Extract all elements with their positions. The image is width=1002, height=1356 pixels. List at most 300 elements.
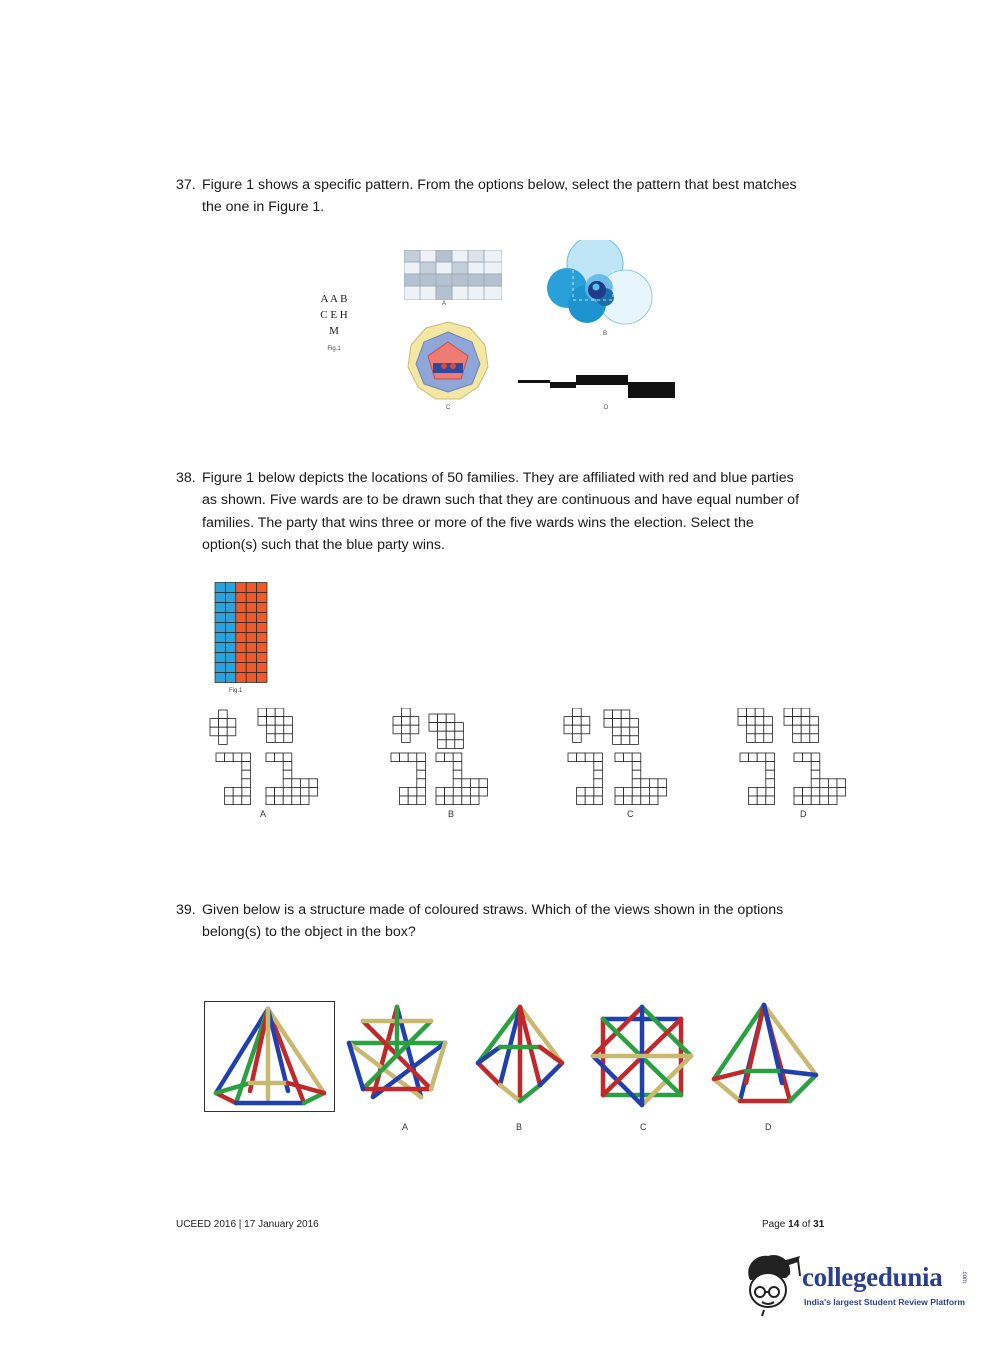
question-line-2: the one in Figure 1. — [202, 199, 325, 216]
ward-cell — [410, 717, 419, 726]
ward-cell — [479, 787, 488, 796]
ward-cell — [594, 753, 603, 762]
ward-cell — [621, 736, 630, 745]
q38-option-d-label: D — [800, 809, 807, 819]
question-number: 37. — [176, 177, 196, 193]
ward-cell — [641, 796, 650, 805]
ward-cell — [219, 719, 228, 728]
ward-cell — [275, 787, 284, 796]
ward-cell — [573, 708, 582, 717]
ward-cell — [564, 725, 573, 734]
ward-cell — [738, 708, 747, 717]
ward-cell — [615, 787, 624, 796]
question-38 — [176, 467, 856, 559]
ward-cell — [581, 717, 590, 726]
family-cell — [236, 643, 246, 653]
ward-cell — [632, 796, 641, 805]
ward-cell — [649, 779, 658, 788]
q37-figure-1 — [308, 291, 360, 357]
ward-cell — [828, 796, 837, 805]
ward-cell — [453, 779, 462, 788]
ward-cell — [621, 727, 630, 736]
family-cell — [215, 603, 225, 613]
collegedunia-mascot-icon — [742, 1250, 802, 1318]
ward-cell — [242, 770, 251, 779]
ward-cell — [820, 779, 829, 788]
question-line-1: Figure 1 below depicts the locations of 50 families. They are affiliated with red and blue parties — [202, 470, 794, 486]
brand-tagline: India's largest Student Review Platform — [804, 1297, 966, 1307]
ward-cell — [624, 787, 633, 796]
q38-option-c-label: C — [627, 809, 634, 819]
ward-cell — [283, 753, 292, 762]
ward-cell — [266, 787, 275, 796]
family-cell — [215, 673, 225, 683]
ward-cell — [446, 714, 455, 723]
ward-cell — [630, 736, 639, 745]
ward-cell — [573, 734, 582, 743]
q39-option-d-structure — [706, 1001, 824, 1109]
family-cell — [215, 663, 225, 673]
ward-cell — [803, 787, 812, 796]
ward-cell — [227, 727, 236, 736]
question-line-1: Figure 1 shows a specific pattern. From the options below, select the pattern that best matches — [202, 177, 797, 193]
ward-cell — [438, 723, 447, 732]
ward-cell — [793, 717, 802, 726]
ward-cell — [309, 787, 318, 796]
ward-cell — [649, 796, 658, 805]
ward-cell — [266, 796, 275, 805]
ward-cell — [455, 731, 464, 740]
ward-cell — [417, 787, 426, 796]
ward-cell — [749, 753, 758, 762]
ward-cell — [233, 796, 242, 805]
ward-cell — [828, 787, 837, 796]
ward-cell — [624, 796, 633, 805]
ward-cell — [445, 796, 454, 805]
ward-cell — [766, 796, 775, 805]
question-line-3: families. The party that wins three or more of the five wards wins the election. Select the — [202, 514, 754, 531]
q39-option-b-structure — [464, 1001, 576, 1109]
ward-cell — [233, 753, 242, 762]
ward-cell — [641, 787, 650, 796]
ward-cell — [755, 725, 764, 734]
ward-cell — [462, 787, 471, 796]
ward-cell — [275, 725, 284, 734]
question-37 — [176, 174, 856, 224]
ward-cell — [564, 717, 573, 726]
ward-cell — [455, 740, 464, 749]
ward-cell — [811, 787, 820, 796]
question-number: 38. — [176, 470, 196, 486]
q37-option-d-label: D — [604, 405, 609, 411]
page-current: 14 — [788, 1219, 800, 1230]
ward-cell — [801, 708, 810, 717]
family-cell — [246, 633, 256, 643]
ward-cell — [438, 731, 447, 740]
ward-cell — [632, 753, 641, 762]
ward-cell — [764, 734, 773, 743]
ward-cell — [284, 725, 293, 734]
ward-cell — [641, 779, 650, 788]
ward-cell — [436, 796, 445, 805]
ward-cell — [801, 725, 810, 734]
ward-cell — [820, 796, 829, 805]
ward-cell — [300, 779, 309, 788]
page-mid: of — [799, 1219, 814, 1230]
family-cell — [257, 613, 267, 623]
ward-cell — [811, 796, 820, 805]
ward-cell — [417, 762, 426, 771]
ward-cell — [764, 717, 773, 726]
family-cell — [246, 643, 256, 653]
ward-cell — [438, 714, 447, 723]
family-cell — [257, 583, 267, 593]
ward-cell — [233, 787, 242, 796]
q37-option-c-polygons — [406, 320, 490, 402]
ward-cell — [577, 796, 586, 805]
family-cell — [236, 603, 246, 613]
ward-cell — [210, 727, 219, 736]
brand-name[interactable]: collegedunia — [802, 1262, 943, 1292]
family-cell — [225, 663, 235, 673]
ward-cell — [784, 717, 793, 726]
ward-cell — [747, 734, 756, 743]
ward-cell — [393, 717, 402, 726]
ward-cell — [242, 753, 251, 762]
family-cell — [257, 673, 267, 683]
ward-cell — [766, 753, 775, 762]
q38-option-a-wards — [208, 708, 346, 806]
family-cell — [215, 623, 225, 633]
ward-cell — [658, 787, 667, 796]
family-cell — [225, 643, 235, 653]
ward-cell — [573, 725, 582, 734]
ward-cell — [453, 787, 462, 796]
ward-cell — [803, 796, 812, 805]
ward-cell — [585, 753, 594, 762]
ward-cell — [453, 762, 462, 771]
q38-option-a-label: A — [260, 809, 267, 819]
q38-option-b-label: B — [448, 809, 455, 819]
ward-cell — [470, 779, 479, 788]
q38-option-c-wards — [560, 708, 692, 806]
ward-cell — [446, 731, 455, 740]
ward-cell — [292, 779, 301, 788]
ward-cell — [749, 787, 758, 796]
family-cell — [246, 593, 256, 603]
ward-cell — [837, 779, 846, 788]
q37-option-a-label: A — [442, 301, 447, 307]
ward-cell — [811, 762, 820, 771]
ward-cell — [408, 787, 417, 796]
ward-cell — [573, 717, 582, 726]
ward-cell — [417, 753, 426, 762]
q39-option-b-label: B — [516, 1122, 523, 1132]
ward-cell — [438, 740, 447, 749]
fig-letter-row: A A B — [320, 293, 348, 305]
family-cell — [257, 633, 267, 643]
brand-domain-suffix: .com — [961, 1270, 967, 1284]
ward-cell — [766, 787, 775, 796]
ward-cell — [810, 725, 819, 734]
ward-cell — [402, 717, 411, 726]
ward-cell — [757, 753, 766, 762]
ward-cell — [810, 717, 819, 726]
family-cell — [215, 593, 225, 603]
ward-cell — [227, 719, 236, 728]
family-cell — [257, 653, 267, 663]
question-39 — [176, 899, 856, 947]
ward-cell — [594, 770, 603, 779]
ward-cell — [820, 787, 829, 796]
ward-cell — [283, 796, 292, 805]
ward-cell — [455, 723, 464, 732]
ward-cell — [613, 727, 622, 736]
ward-cell — [801, 717, 810, 726]
fig-caption: Fig.1 — [327, 346, 341, 352]
ward-cell — [219, 736, 228, 745]
ward-cell — [283, 762, 292, 771]
ward-cell — [445, 787, 454, 796]
ward-cell — [283, 787, 292, 796]
ward-cell — [803, 753, 812, 762]
ward-cell — [757, 787, 766, 796]
q37-option-a-grid — [404, 250, 502, 300]
ward-cell — [757, 796, 766, 805]
ward-cell — [621, 710, 630, 719]
ward-cell — [258, 708, 267, 717]
ward-cell — [794, 796, 803, 805]
ward-cell — [604, 719, 613, 728]
ward-cell — [453, 796, 462, 805]
ward-cell — [242, 787, 251, 796]
family-cell — [225, 633, 235, 643]
ward-cell — [462, 779, 471, 788]
ward-cell — [391, 753, 400, 762]
ward-cell — [446, 740, 455, 749]
ward-cell — [630, 719, 639, 728]
ward-cell — [408, 753, 417, 762]
q38-option-b-wards — [381, 708, 523, 806]
ward-cell — [309, 779, 318, 788]
family-cell — [225, 623, 235, 633]
q37-option-d-bars — [518, 372, 676, 400]
ward-cell — [300, 787, 309, 796]
ward-cell — [402, 708, 411, 717]
ward-cell — [632, 779, 641, 788]
ward-cell — [267, 708, 276, 717]
ward-cell — [225, 753, 234, 762]
ward-cell — [811, 779, 820, 788]
ward-cell — [300, 796, 309, 805]
ward-cell — [400, 787, 409, 796]
q38-option-d-wards — [736, 708, 878, 806]
ward-cell — [630, 727, 639, 736]
ward-cell — [585, 796, 594, 805]
ward-cell — [242, 762, 251, 771]
ward-cell — [793, 708, 802, 717]
ward-cell — [577, 787, 586, 796]
ward-cell — [747, 708, 756, 717]
family-cell — [215, 583, 225, 593]
family-cell — [246, 623, 256, 633]
ward-cell — [749, 796, 758, 805]
ward-cell — [429, 723, 438, 732]
family-cell — [246, 613, 256, 623]
ward-cell — [436, 787, 445, 796]
q37-option-b-label: B — [603, 331, 608, 337]
footer-exam-info: UCEED 2016 | 17 January 2016 — [176, 1219, 319, 1230]
ward-cell — [275, 796, 284, 805]
page-total: 31 — [813, 1219, 825, 1230]
ward-cell — [292, 796, 301, 805]
ward-cell — [793, 725, 802, 734]
ward-cell — [594, 762, 603, 771]
ward-cell — [784, 708, 793, 717]
ward-cell — [794, 753, 803, 762]
ward-cell — [417, 779, 426, 788]
family-cell — [225, 583, 235, 593]
ward-cell — [740, 753, 749, 762]
ward-cell — [755, 717, 764, 726]
ward-cell — [581, 725, 590, 734]
family-cell — [236, 653, 246, 663]
ward-cell — [828, 779, 837, 788]
ward-cell — [453, 770, 462, 779]
ward-cell — [400, 753, 409, 762]
ward-cell — [462, 796, 471, 805]
ward-cell — [283, 779, 292, 788]
ward-cell — [417, 770, 426, 779]
ward-cell — [219, 710, 228, 719]
family-cell — [257, 663, 267, 673]
ward-cell — [275, 753, 284, 762]
ward-cell — [594, 796, 603, 805]
family-cell — [246, 663, 256, 673]
ward-cell — [585, 787, 594, 796]
ward-cell — [649, 787, 658, 796]
family-cell — [246, 673, 256, 683]
ward-cell — [755, 734, 764, 743]
ward-cell — [621, 719, 630, 728]
ward-cell — [219, 727, 228, 736]
ward-cell — [766, 779, 775, 788]
ward-cell — [275, 734, 284, 743]
ward-cell — [292, 787, 301, 796]
ward-cell — [766, 762, 775, 771]
ward-cell — [738, 717, 747, 726]
ward-cell — [747, 725, 756, 734]
footer-page-number — [762, 1219, 824, 1230]
ward-cell — [275, 717, 284, 726]
ward-cell — [624, 753, 633, 762]
q39-option-a-structure — [343, 1001, 451, 1109]
family-cell — [236, 583, 246, 593]
ward-cell — [658, 779, 667, 788]
ward-cell — [436, 753, 445, 762]
ward-cell — [267, 717, 276, 726]
family-cell — [257, 643, 267, 653]
ward-cell — [615, 796, 624, 805]
ward-cell — [613, 719, 622, 728]
ward-cell — [267, 734, 276, 743]
fig-letter-row: C E H — [320, 309, 348, 321]
family-cell — [257, 593, 267, 603]
ward-cell — [632, 762, 641, 771]
fig-letter-row: M — [329, 325, 339, 337]
ward-cell — [402, 734, 411, 743]
ward-cell — [568, 753, 577, 762]
q39-option-c-structure — [589, 1003, 695, 1109]
ward-cell — [766, 770, 775, 779]
ward-cell — [594, 779, 603, 788]
q39-option-a-label: A — [402, 1122, 409, 1132]
ward-cell — [429, 714, 438, 723]
ward-cell — [764, 725, 773, 734]
family-cell — [257, 623, 267, 633]
ward-cell — [216, 753, 225, 762]
family-cell — [246, 603, 256, 613]
ward-cell — [794, 787, 803, 796]
ward-cell — [453, 753, 462, 762]
ward-cell — [210, 719, 219, 728]
ward-cell — [613, 710, 622, 719]
ward-cell — [266, 753, 275, 762]
ward-cell — [577, 753, 586, 762]
ward-cell — [632, 770, 641, 779]
family-cell — [225, 613, 235, 623]
ward-cell — [446, 723, 455, 732]
q39-option-d-label: D — [765, 1122, 772, 1132]
ward-cell — [604, 710, 613, 719]
q38-fig-caption: Fig.1 — [229, 688, 243, 694]
ward-cell — [594, 787, 603, 796]
ward-cell — [615, 753, 624, 762]
q39-reference-structure — [206, 1003, 333, 1110]
family-cell — [225, 603, 235, 613]
q39-option-c-label: C — [640, 1122, 647, 1132]
family-cell — [215, 653, 225, 663]
ward-cell — [267, 725, 276, 734]
family-cell — [215, 613, 225, 623]
family-cell — [225, 593, 235, 603]
ward-cell — [811, 770, 820, 779]
ward-cell — [755, 708, 764, 717]
question-line-2: as shown. Five wards are to be drawn such that they are continuous and have equal number of — [202, 492, 800, 509]
ward-cell — [225, 787, 234, 796]
ward-cell — [470, 796, 479, 805]
family-cell — [236, 593, 246, 603]
family-cell — [215, 643, 225, 653]
family-cell — [225, 653, 235, 663]
ward-cell — [402, 725, 411, 734]
ward-cell — [417, 796, 426, 805]
ward-cell — [632, 787, 641, 796]
ward-cell — [793, 734, 802, 743]
ward-cell — [811, 753, 820, 762]
ward-cell — [810, 734, 819, 743]
ward-cell — [284, 734, 293, 743]
question-line-1: Given below is a structure made of coloured straws. Which of the views shown in the options — [202, 902, 784, 918]
q37-option-b-circles — [545, 240, 655, 330]
family-cell — [225, 673, 235, 683]
ward-cell — [258, 717, 267, 726]
ward-cell — [283, 770, 292, 779]
ward-cell — [408, 796, 417, 805]
ward-cell — [242, 779, 251, 788]
ward-cell — [242, 796, 251, 805]
q38-families-grid — [214, 582, 268, 683]
